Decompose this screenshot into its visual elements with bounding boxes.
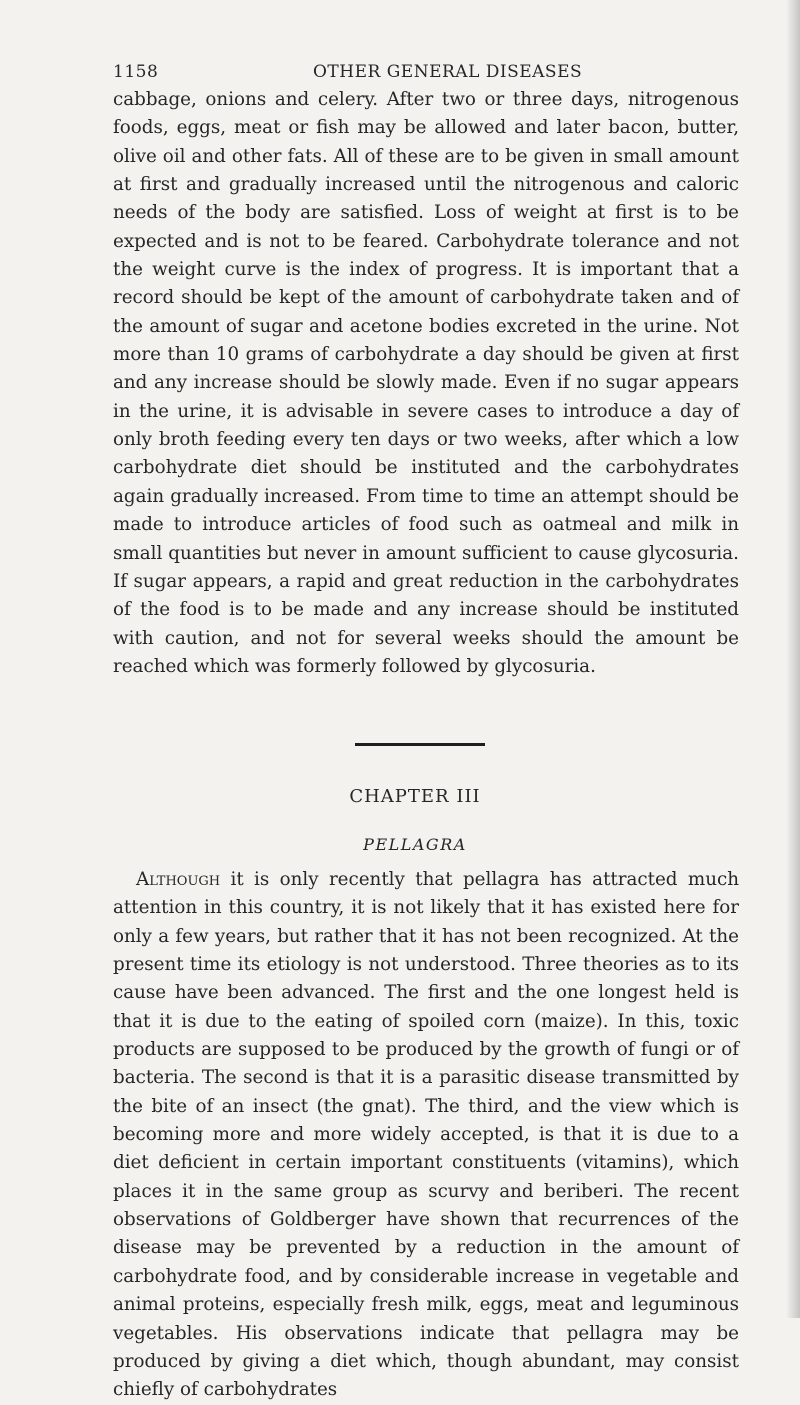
chapter-title: PELLAGRA [363,835,467,854]
running-title: OTHER GENERAL DISEASES [313,62,583,82]
pellagra-text-block [113,866,739,1405]
chapter-divider-rule [355,743,485,746]
page-number: 1158 [113,62,159,82]
chapter-heading: CHAPTER III [349,786,481,807]
running-head [113,62,731,88]
paragraph-lead-word: Although [136,869,221,890]
continuation-paragraph: cabbage, onions and celery. After two or three days, nitrogenous foods, eggs, meat or fish may be allowed and later bacon, butter, olive oil and other fats. All of these are to be given in small amount at first and gradually increased until the nitrogenous and caloric needs of the body are satisfied. Loss of weight at first is to be expected and is not to be feared. Carbohydrate tolerance and not the weight curve is the index of progress. It is important that a record should be kept of the amount of carbohydrate taken and of the amount of sugar and acetone bodies excreted in the urine. Not more than 10 grams of carbohydrate a day should be given at first and any increase should be slowly made. Even if no sugar appears in the urine, it is advisable in severe cases to introduce a day of only broth feeding every ten days or two weeks, after which a low carbohydrate diet should be instituted and the carbohydrates again gradually increased. From time to time an attempt should be made to introduce articles of food such as oatmeal and milk in small quantities but never in amount sufficient to cause glycosuria. If sugar appears, a rapid and great reduction in the carbohydrates of the food is to be made and any increase should be instituted with caution, and not for several weeks should the amount be reached which was formerly followed by glycosuria. [113,89,739,677]
continuation-text-block [113,86,739,681]
pellagra-paragraph [113,866,739,1405]
paragraph-body: it is only recently that pellagra has attracted much attention in this country, it is not likely that it has existed here for only a few years, but rather that it has not been recognized. At the present time its etiology is not understood. Three theories as to its cause have been advanced. The first and the one longest held is that it is due to the eating of spoiled corn (maize). In this, toxic products are supposed to be produced by the growth of fungi or of bacteria. The second is that it is a parasitic disease transmitted by the bite of an insect (the gnat). The third, and the view which is becoming more and more widely accepted, is that it is due to a diet deficient in certain important constituents (vitamins), which places it in the same group as scurvy and beriberi. The recent observations of Goldberger have shown that recurrences of the disease may be prevented by a reduction in the amount of carbohydrate food, and by considerable increase in vegetable and animal proteins, especially fresh milk, eggs, meat and leguminous vegetables. His observations indicate that pellagra may be produced by giving a diet which, though abundant, may consist chiefly of carbohydrates [113,869,739,1401]
page-edge-shadow [786,0,800,1318]
